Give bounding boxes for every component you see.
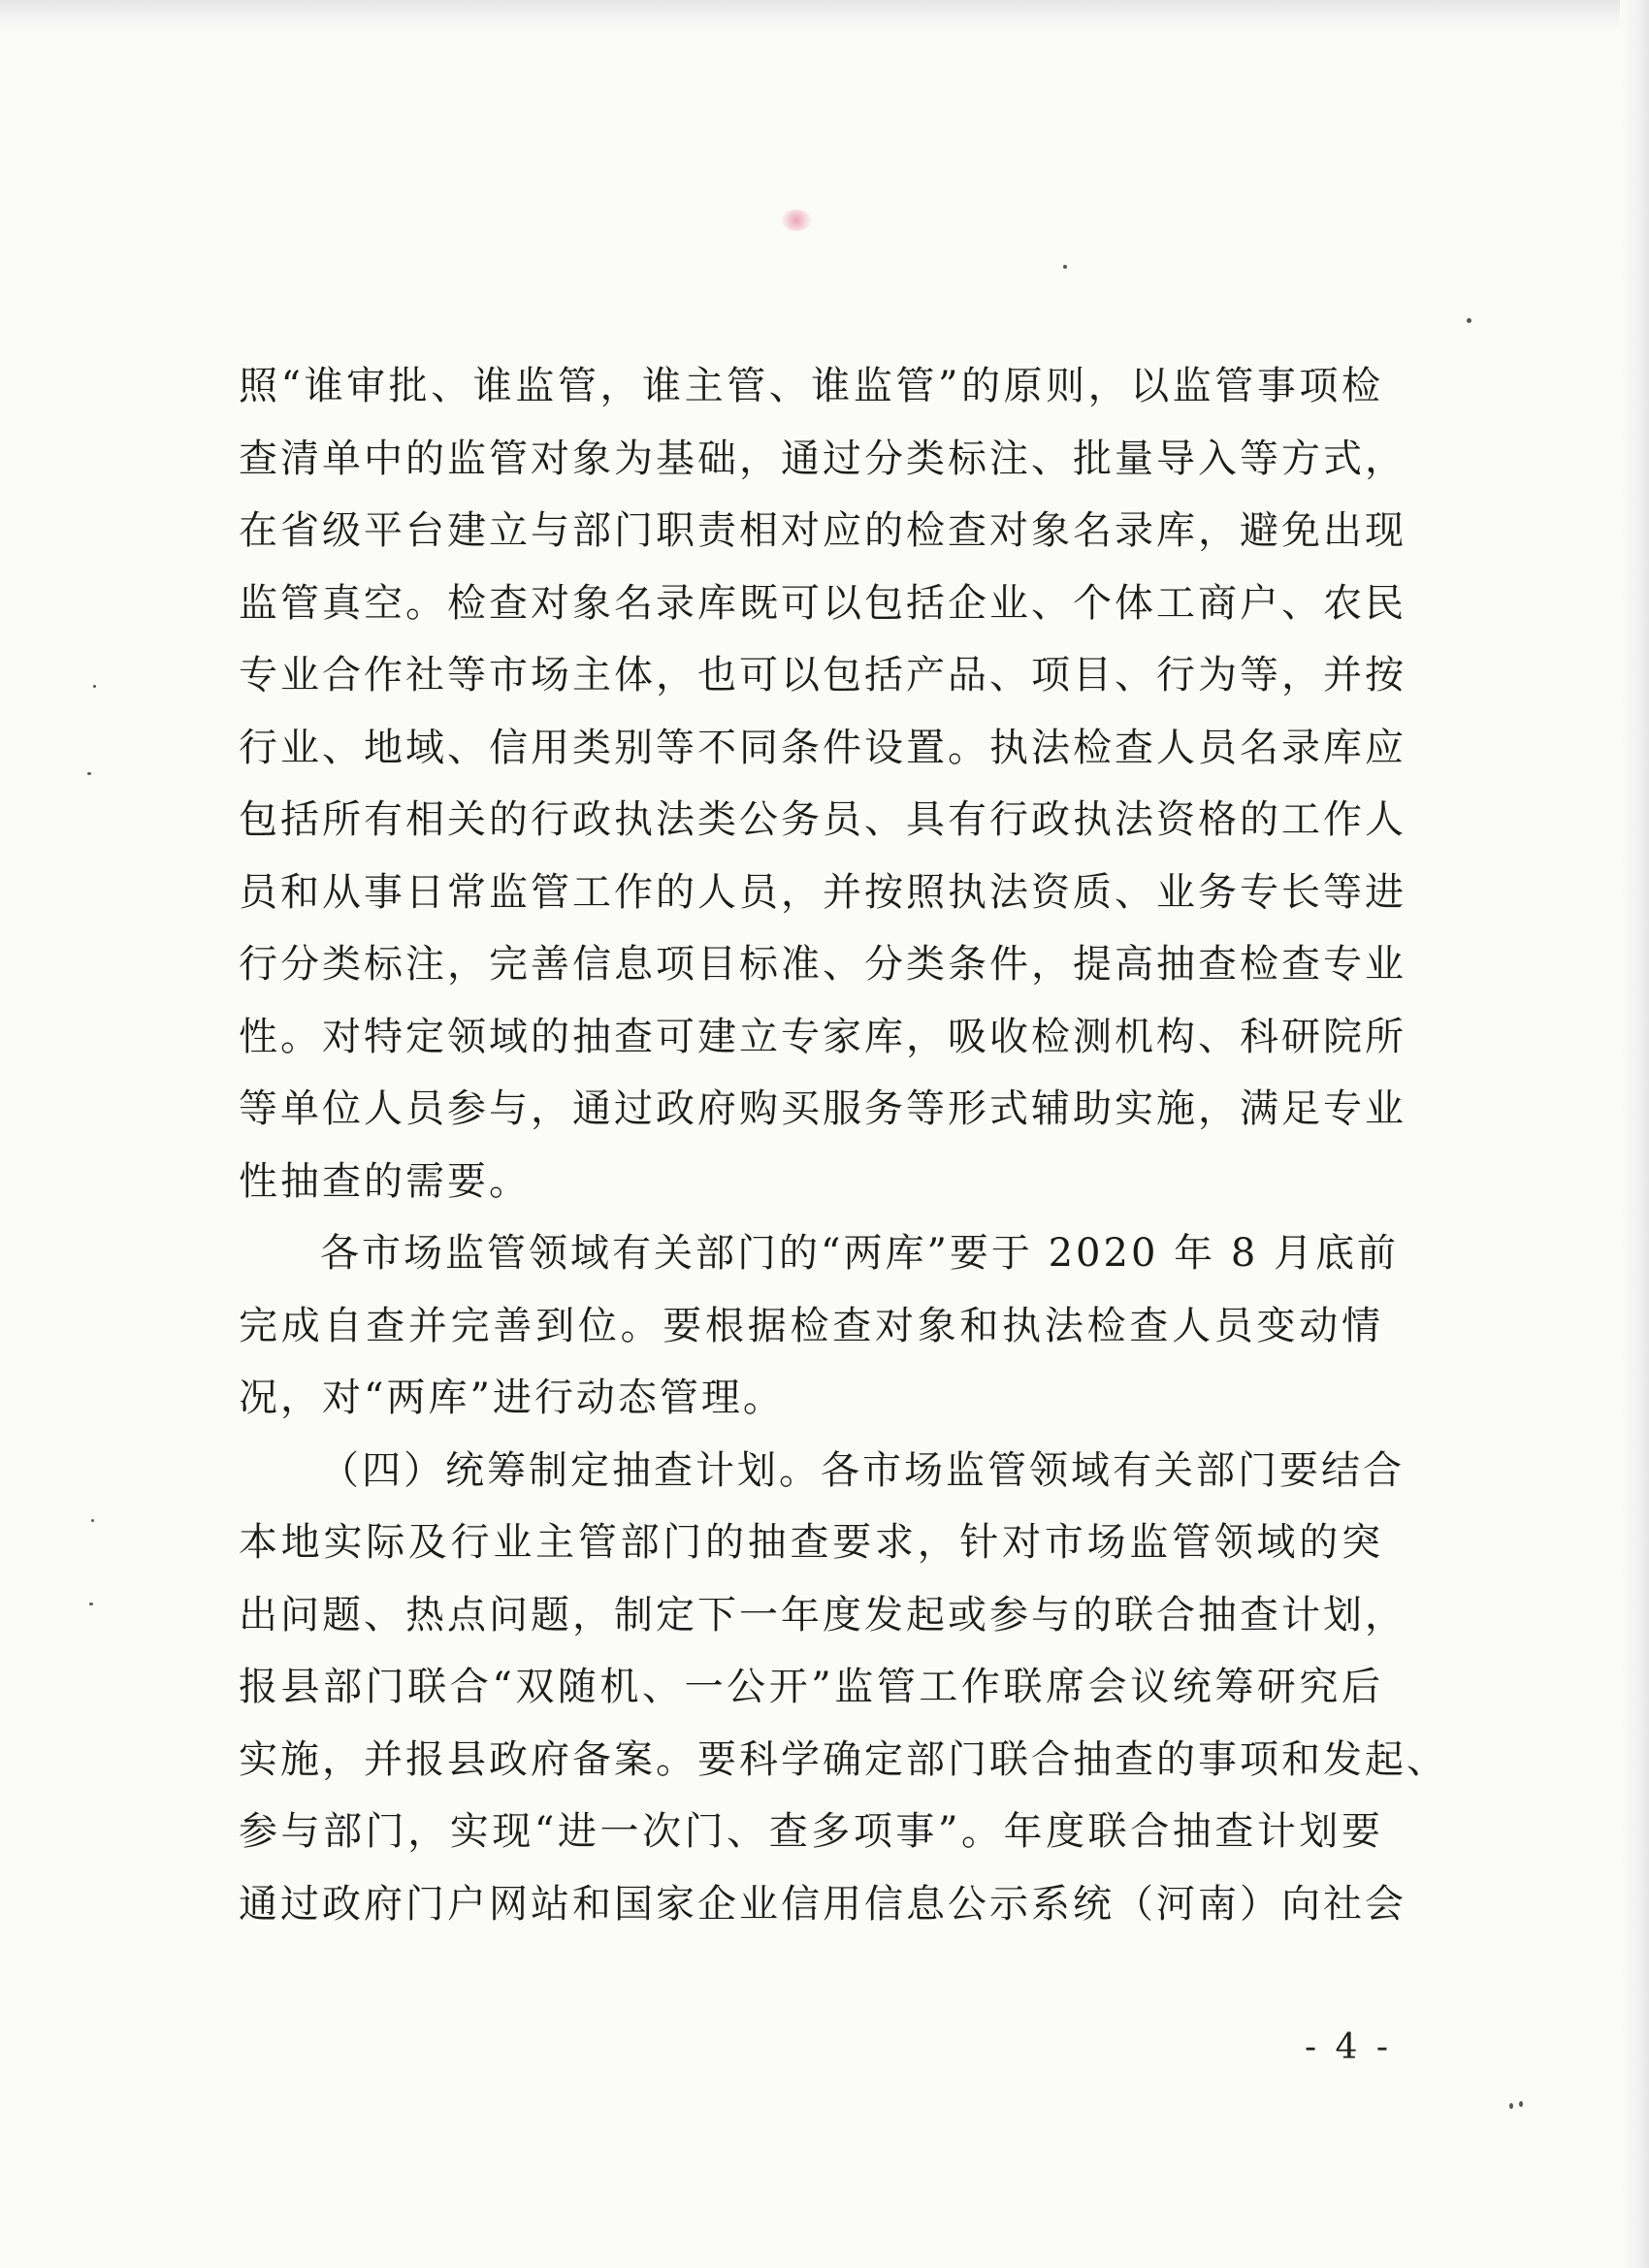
text-line: 各市场监管领域有关部门的“两库”要于 2020 年 8 月底前 [320,1231,1400,1276]
scan-speck [87,772,91,775]
text-line: 参与部门，实现“进一次门、查多项事”。年度联合抽查计划要 [239,1809,1383,1854]
paragraph-1 [239,350,1406,1217]
text-line: 等单位人员参与，通过政府购买服务等形式辅助实施，满足专业 [239,1086,1406,1131]
text-line: 包括所有相关的行政执法类公务员、具有行政执法资格的工作人 [239,797,1406,842]
text-line: 行业、地域、信用类别等不同条件设置。执法检查人员名录库应 [239,725,1406,770]
page-number: - 4 - [1304,2027,1393,2067]
text-line: 查清单中的监管对象为基础，通过分类标注、批量导入等方式， [239,436,1406,481]
text-line: 行分类标注，完善信息项目标准、分类条件，提高抽查检查专业 [239,942,1406,987]
scan-speck [1063,265,1067,269]
text-line: 员和从事日常监管工作的人员，并按照执法资质、业务专长等进 [239,869,1406,915]
text-line: 在省级平台建立与部门职责相对应的检查对象名录库，避免出现 [239,508,1406,553]
text-line: 性抽查的需要。 [239,1158,531,1204]
scan-edge-top [0,0,1649,33]
text-line: 专业合作社等市场主体，也可以包括产品、项目、行为等，并按 [239,653,1406,697]
scan-speck [93,685,96,688]
text-line: 实施，并报县政府备案。要科学确定部门联合抽查的事项和发起、 [239,1736,1448,1782]
text-line: 通过政府门户网站和国家企业信用信息公示系统（河南）向社会 [239,1881,1406,1927]
text-line: 本地实际及行业主管部门的抽查要求，针对市场监管领域的突 [239,1520,1383,1565]
scan-speck [1519,2101,1523,2107]
scan-speck [1467,318,1471,323]
text-line: 性。对特定领域的抽查可建立专家库，吸收检测机构、科研院所 [239,1014,1406,1059]
text-line: 报县部门联合“双随机、一公开”监管工作联席会议统筹研究后 [239,1665,1383,1709]
text-line: 完成自查并完善到位。要根据检查对象和执法检查人员变动情 [239,1303,1383,1348]
scan-speck [89,1603,93,1605]
text-line: （四）统筹制定抽查计划。各市场监管领域有关部门要结合 [320,1447,1405,1493]
text-line: 监管真空。检查对象名录库既可以包括企业、个体工商户、农民 [239,580,1406,626]
scan-edge-right [1620,0,1649,2268]
text-line: 出问题、热点问题，制定下一年度发起或参与的联合抽查计划， [239,1592,1406,1637]
scan-speck [91,1519,94,1522]
body-text [239,350,1448,1940]
text-line: 况，对“两库”进行动态管理。 [239,1376,785,1420]
paragraph-2 [239,1217,1400,1435]
paragraph-3 [239,1435,1448,1941]
text-line: 照“谁审批、谁监管，谁主管、谁监管”的原则，以监管事项检 [239,364,1383,408]
scan-speck [1509,2103,1513,2109]
ink-smudge [782,210,811,231]
